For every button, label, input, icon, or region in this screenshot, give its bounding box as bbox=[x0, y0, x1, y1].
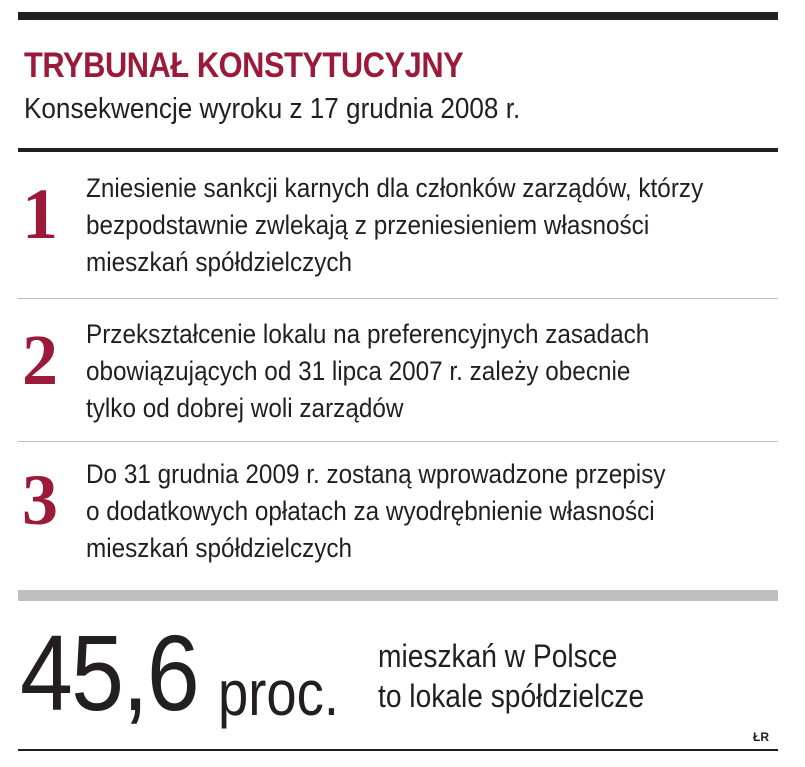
item-text-line: tylko od dobrej woli zarządów bbox=[86, 393, 404, 423]
item-text-line: Zniesienie sankcji karnych dla członków zarządów, którzy bbox=[86, 173, 704, 203]
stat-unit: proc. bbox=[218, 657, 339, 729]
item-text-line: mieszkań spółdzielczych bbox=[86, 247, 353, 277]
stat-value: 45,6 bbox=[20, 612, 198, 733]
bottom-rule bbox=[18, 749, 778, 751]
item-divider bbox=[18, 441, 778, 442]
item-text-line: bezpodstawnie zwlekają z przeniesieniem własności bbox=[86, 210, 650, 240]
item-text-line: obowiązujących od 31 lipca 2007 r. zależy obecnie bbox=[86, 356, 631, 386]
item-number: 1 bbox=[22, 174, 58, 254]
page-title: TRYBUNAŁ KONSTYTUCYJNY bbox=[24, 46, 464, 85]
item-text-line: mieszkań spółdzielczych bbox=[86, 533, 353, 563]
item-number: 2 bbox=[22, 320, 58, 400]
stat-description-line: mieszkań w Polsce bbox=[378, 638, 618, 674]
item-number: 3 bbox=[22, 460, 58, 540]
item-text bbox=[86, 456, 666, 567]
item-text bbox=[86, 316, 649, 427]
item-text-line: o dodatkowych opłatach za wyodrębnienie własności bbox=[86, 496, 655, 526]
item-divider bbox=[18, 298, 778, 299]
stat-description bbox=[378, 636, 644, 716]
stat-divider bbox=[18, 590, 778, 601]
stat-description-line: to lokale spółdzielcze bbox=[378, 678, 645, 714]
page-subtitle: Konsekwencje wyroku z 17 grudnia 2008 r. bbox=[24, 93, 521, 125]
header-rule bbox=[18, 148, 778, 152]
item-text bbox=[86, 170, 703, 281]
item-text-line: Do 31 grudnia 2009 r. zostaną wprowadzone przepisy bbox=[86, 459, 666, 489]
author-credit: ŁR bbox=[753, 730, 769, 744]
top-rule bbox=[18, 12, 778, 20]
item-text-line: Przekształcenie lokalu na preferencyjnych zasadach bbox=[86, 319, 650, 349]
